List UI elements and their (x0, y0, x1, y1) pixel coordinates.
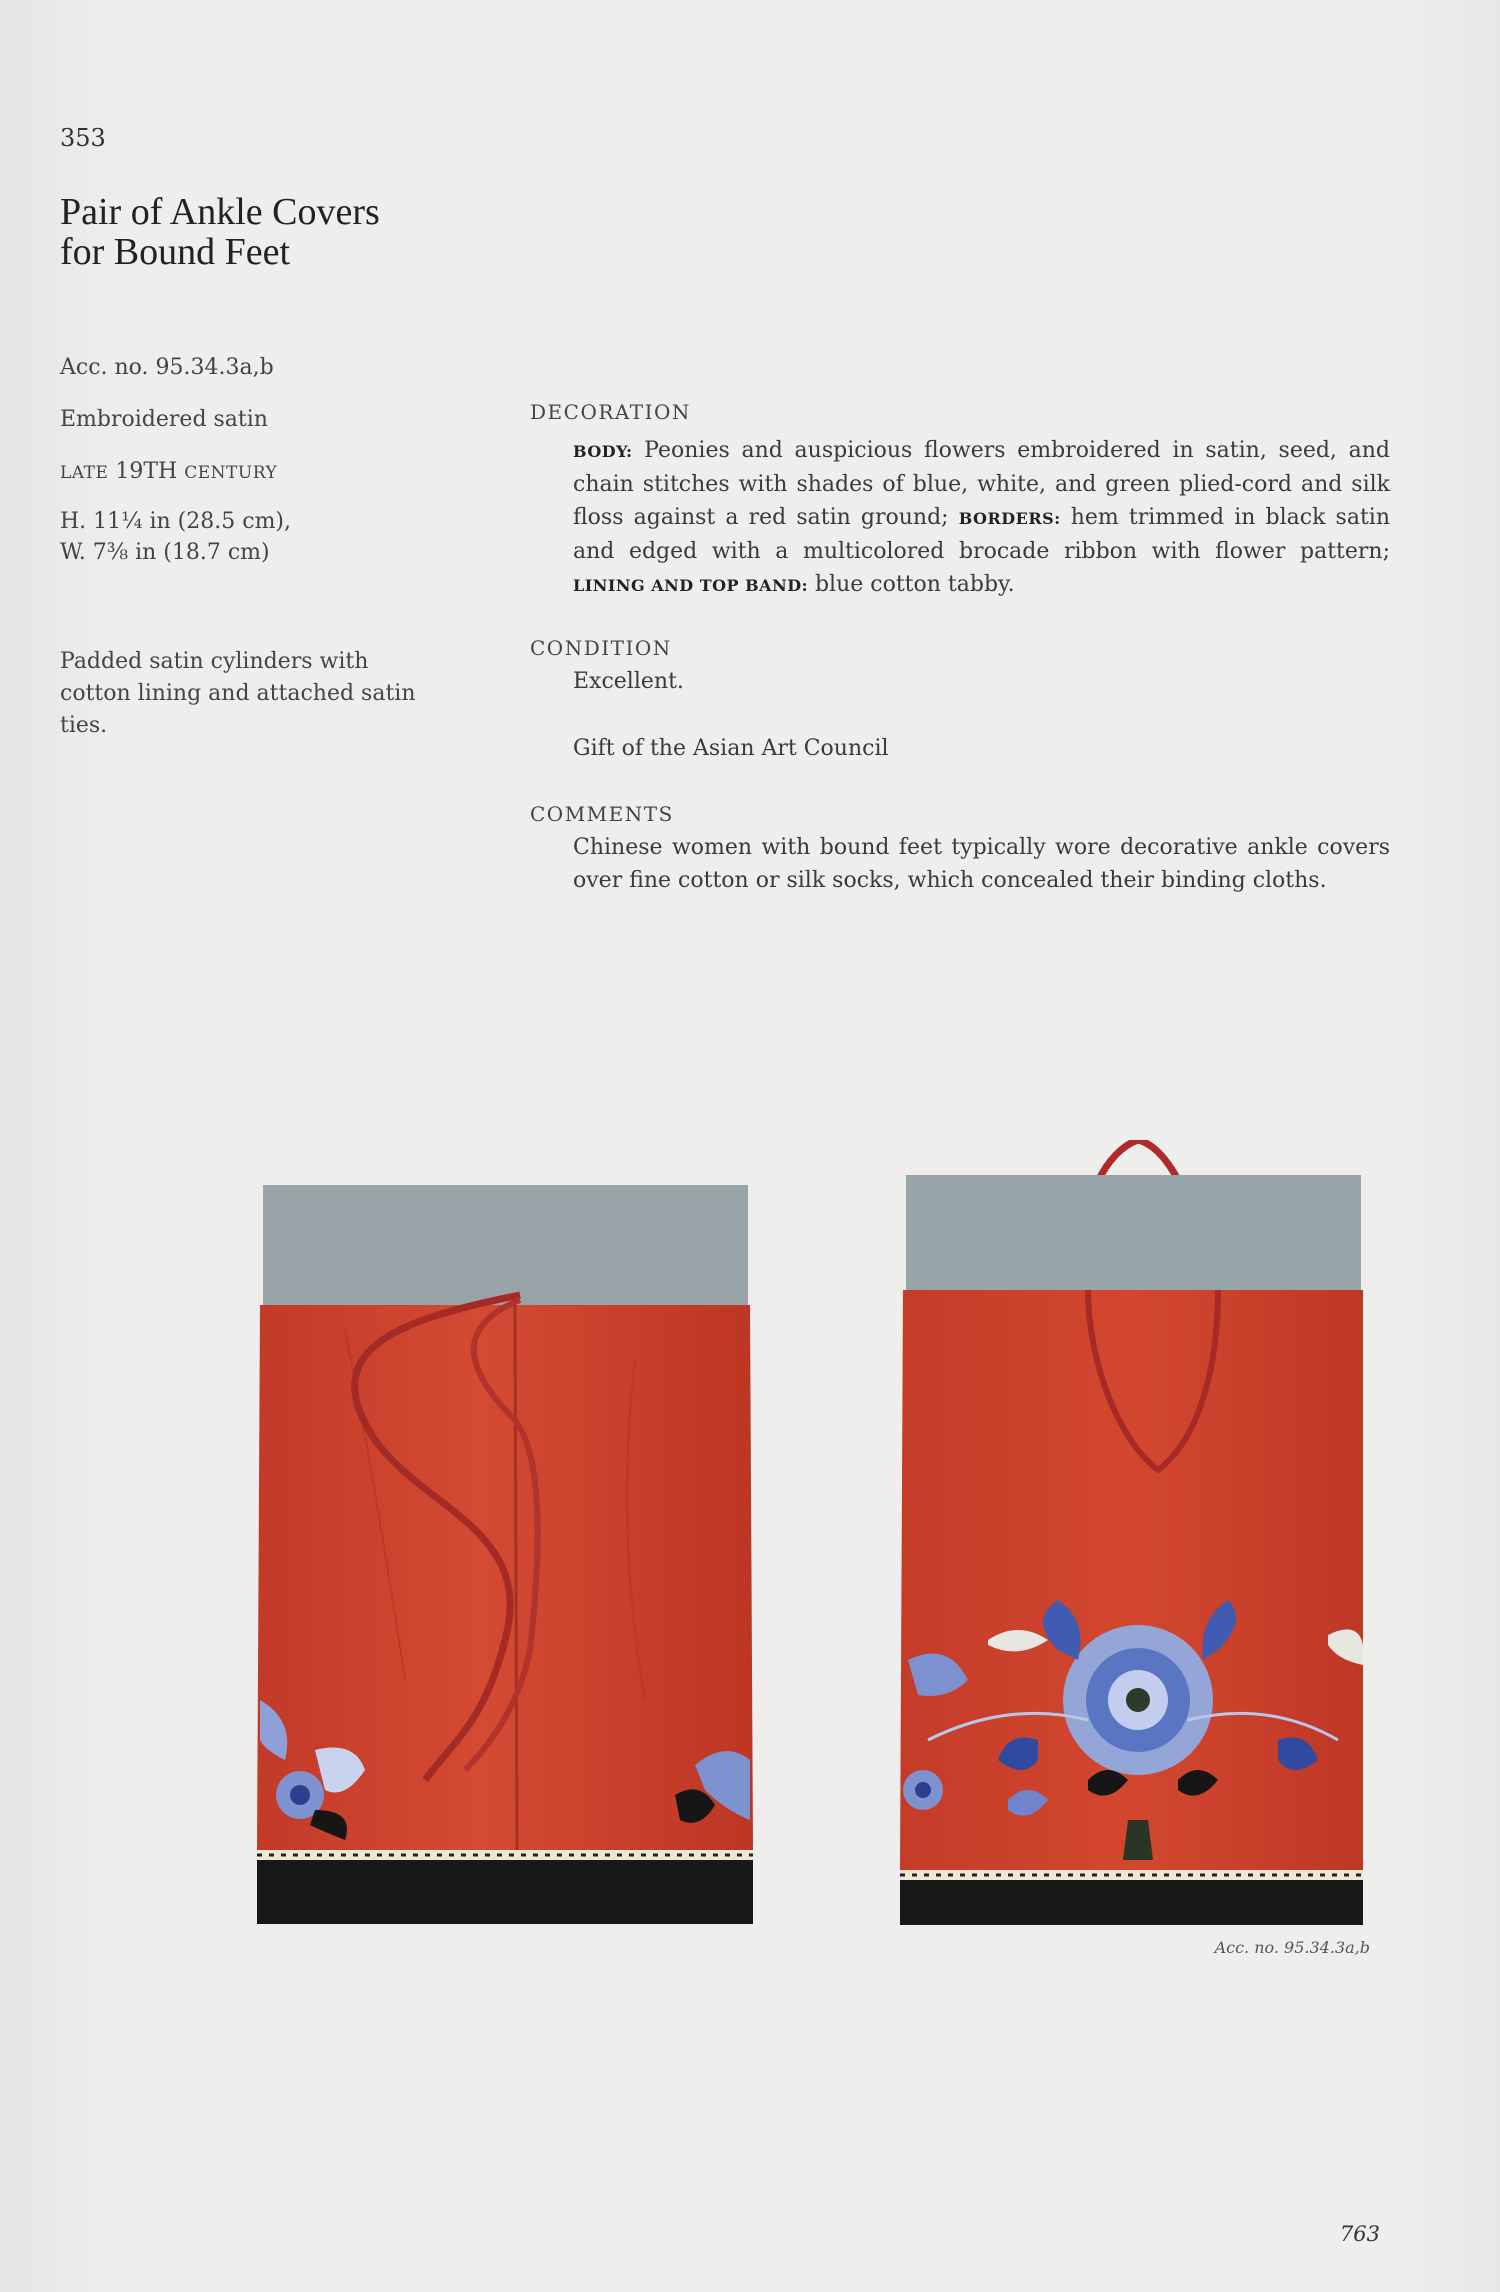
condition-text: Excellent. (573, 669, 684, 694)
ankle-cover-photo-right (888, 1140, 1378, 1930)
decoration-paragraph (573, 434, 1390, 602)
date-prefix: LATE (60, 463, 109, 483)
borders-label: BORDERS: (958, 509, 1061, 528)
object-description: Padded satin cylinders with cotton lining and attached satin ties. (60, 649, 416, 738)
accession-number: Acc. no. 95.34.3a,b (60, 355, 274, 380)
entry-number: 353 (60, 124, 106, 152)
decoration-heading: DECORATION (530, 400, 691, 424)
dimension-width: W. 7⅜ in (18.7 cm) (60, 540, 270, 565)
ankle-cover-photo-left (255, 1180, 755, 1930)
body-text: Peonies and auspicious flowers embroidered in satin, seed, and chain stitches with shades of blue, white, and green plied-cord and silk floss against a red satin ground; (573, 438, 1390, 530)
dimensions (60, 506, 480, 568)
date-century: 19TH (115, 459, 178, 484)
date-suffix: CENTURY (184, 463, 278, 483)
page-number: 763 (1339, 2222, 1380, 2246)
credit-line: Gift of the Asian Art Council (573, 736, 889, 761)
medium: Embroidered satin (60, 407, 268, 432)
condition-heading: CONDITION (530, 636, 672, 660)
photo-caption: Acc. no. 95.34.3a,b (1214, 1938, 1370, 1957)
lining-label: LINING AND TOP BAND: (573, 576, 808, 595)
comments-text: Chinese women with bound feet typically wore decorative ankle covers over fine cotton or silk socks, which concealed their binding cloths. (573, 835, 1390, 893)
date (60, 456, 480, 489)
lining-text: blue cotton tabby. (807, 572, 1015, 597)
dimension-height: H. 11¼ in (28.5 cm), (60, 509, 291, 534)
body-label: BODY: (573, 442, 633, 461)
comments-heading: COMMENTS (530, 802, 674, 826)
borders-text: hem trimmed in black satin and edged with a multicolored brocade ribbon with flower pattern; (573, 505, 1390, 564)
page-title: Pair of Ankle Covers for Bound Feet (60, 191, 380, 273)
